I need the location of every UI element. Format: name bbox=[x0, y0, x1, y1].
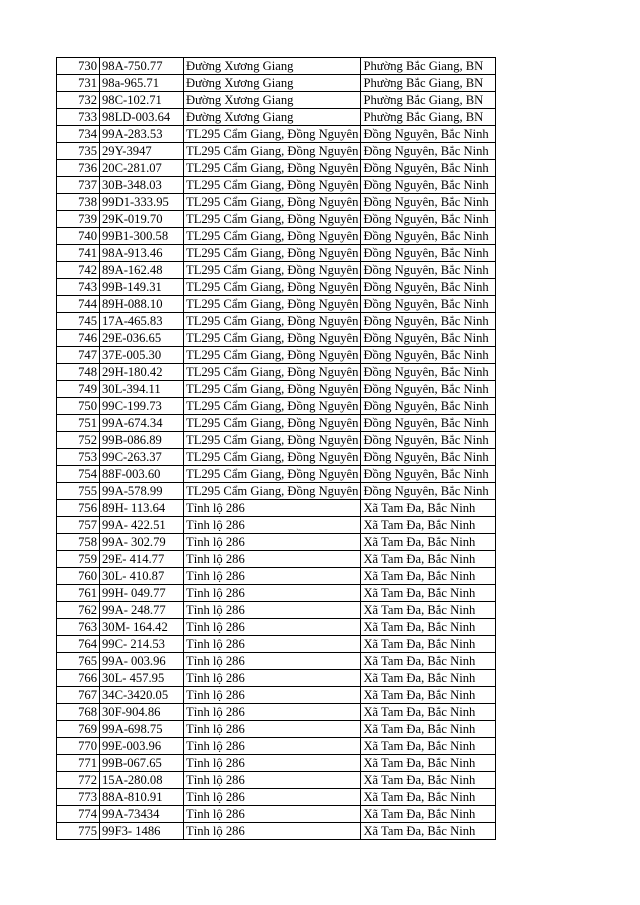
area-cell: Đồng Nguyên, Bắc Ninh bbox=[361, 364, 496, 381]
row-number-cell: 742 bbox=[57, 262, 100, 279]
license-plate-cell: 89H- 113.64 bbox=[100, 500, 184, 517]
road-location-cell: TL295 Cẩm Giang, Đồng Nguyên bbox=[184, 449, 361, 466]
table-row bbox=[57, 517, 496, 534]
license-plate-cell: 89A-162.48 bbox=[100, 262, 184, 279]
row-number-cell: 770 bbox=[57, 738, 100, 755]
table-row bbox=[57, 211, 496, 228]
area-cell: Đồng Nguyên, Bắc Ninh bbox=[361, 143, 496, 160]
table-row bbox=[57, 653, 496, 670]
road-location-cell: TL295 Cẩm Giang, Đồng Nguyên bbox=[184, 126, 361, 143]
area-cell: Đồng Nguyên, Bắc Ninh bbox=[361, 432, 496, 449]
row-number-cell: 735 bbox=[57, 143, 100, 160]
row-number-cell: 763 bbox=[57, 619, 100, 636]
row-number-cell: 775 bbox=[57, 823, 100, 840]
table-row bbox=[57, 415, 496, 432]
license-plate-cell: 99E-003.96 bbox=[100, 738, 184, 755]
row-number-cell: 773 bbox=[57, 789, 100, 806]
area-cell: Đồng Nguyên, Bắc Ninh bbox=[361, 160, 496, 177]
road-location-cell: Tỉnh lộ 286 bbox=[184, 619, 361, 636]
row-number-cell: 772 bbox=[57, 772, 100, 789]
row-number-cell: 761 bbox=[57, 585, 100, 602]
road-location-cell: TL295 Cẩm Giang, Đồng Nguyên bbox=[184, 160, 361, 177]
license-plate-cell: 30M- 164.42 bbox=[100, 619, 184, 636]
row-number-cell: 774 bbox=[57, 806, 100, 823]
area-cell: Đồng Nguyên, Bắc Ninh bbox=[361, 126, 496, 143]
road-location-cell: Tỉnh lộ 286 bbox=[184, 687, 361, 704]
license-plate-cell: 99A- 248.77 bbox=[100, 602, 184, 619]
row-number-cell: 732 bbox=[57, 92, 100, 109]
license-plate-cell: 20C-281.07 bbox=[100, 160, 184, 177]
license-plate-cell: 29K-019.70 bbox=[100, 211, 184, 228]
license-plate-cell: 30L- 457.95 bbox=[100, 670, 184, 687]
area-cell: Đồng Nguyên, Bắc Ninh bbox=[361, 194, 496, 211]
area-cell: Xã Tam Đa, Bắc Ninh bbox=[361, 568, 496, 585]
table-row bbox=[57, 381, 496, 398]
table-row bbox=[57, 58, 496, 75]
table-row bbox=[57, 126, 496, 143]
area-cell: Xã Tam Đa, Bắc Ninh bbox=[361, 738, 496, 755]
area-cell: Xã Tam Đa, Bắc Ninh bbox=[361, 602, 496, 619]
license-plate-cell: 99A-578.99 bbox=[100, 483, 184, 500]
license-plate-cell: 99B-067.65 bbox=[100, 755, 184, 772]
road-location-cell: TL295 Cẩm Giang, Đồng Nguyên bbox=[184, 194, 361, 211]
row-number-cell: 743 bbox=[57, 279, 100, 296]
road-location-cell: Tỉnh lộ 286 bbox=[184, 517, 361, 534]
row-number-cell: 769 bbox=[57, 721, 100, 738]
license-plate-cell: 98A-750.77 bbox=[100, 58, 184, 75]
row-number-cell: 746 bbox=[57, 330, 100, 347]
row-number-cell: 741 bbox=[57, 245, 100, 262]
road-location-cell: TL295 Cẩm Giang, Đồng Nguyên bbox=[184, 262, 361, 279]
row-number-cell: 768 bbox=[57, 704, 100, 721]
table-row bbox=[57, 534, 496, 551]
road-location-cell: Tỉnh lộ 286 bbox=[184, 755, 361, 772]
license-plate-cell: 99A- 003.96 bbox=[100, 653, 184, 670]
table-row bbox=[57, 75, 496, 92]
table-body bbox=[57, 58, 496, 840]
row-number-cell: 766 bbox=[57, 670, 100, 687]
area-cell: Đồng Nguyên, Bắc Ninh bbox=[361, 313, 496, 330]
license-plate-cell: 99C- 214.53 bbox=[100, 636, 184, 653]
road-location-cell: TL295 Cẩm Giang, Đồng Nguyên bbox=[184, 466, 361, 483]
area-cell: Đồng Nguyên, Bắc Ninh bbox=[361, 245, 496, 262]
row-number-cell: 753 bbox=[57, 449, 100, 466]
table-row bbox=[57, 432, 496, 449]
table-row bbox=[57, 194, 496, 211]
row-number-cell: 736 bbox=[57, 160, 100, 177]
road-location-cell: TL295 Cẩm Giang, Đồng Nguyên bbox=[184, 245, 361, 262]
row-number-cell: 752 bbox=[57, 432, 100, 449]
area-cell: Đồng Nguyên, Bắc Ninh bbox=[361, 466, 496, 483]
license-plate-cell: 99A- 302.79 bbox=[100, 534, 184, 551]
license-plate-cell: 99A-674.34 bbox=[100, 415, 184, 432]
table-row bbox=[57, 296, 496, 313]
license-plate-cell: 30B-348.03 bbox=[100, 177, 184, 194]
area-cell: Đồng Nguyên, Bắc Ninh bbox=[361, 296, 496, 313]
row-number-cell: 754 bbox=[57, 466, 100, 483]
table-row bbox=[57, 313, 496, 330]
row-number-cell: 734 bbox=[57, 126, 100, 143]
row-number-cell: 739 bbox=[57, 211, 100, 228]
road-location-cell: Đường Xương Giang bbox=[184, 92, 361, 109]
road-location-cell: TL295 Cẩm Giang, Đồng Nguyên bbox=[184, 296, 361, 313]
license-plate-cell: 99H- 049.77 bbox=[100, 585, 184, 602]
license-plate-cell: 99D1-333.95 bbox=[100, 194, 184, 211]
table-row bbox=[57, 806, 496, 823]
road-location-cell: TL295 Cẩm Giang, Đồng Nguyên bbox=[184, 398, 361, 415]
row-number-cell: 764 bbox=[57, 636, 100, 653]
license-plate-cell: 99F3- 1486 bbox=[100, 823, 184, 840]
road-location-cell: Tỉnh lộ 286 bbox=[184, 823, 361, 840]
license-plate-cell: 29E- 414.77 bbox=[100, 551, 184, 568]
area-cell: Phường Bắc Giang, BN bbox=[361, 92, 496, 109]
road-location-cell: TL295 Cẩm Giang, Đồng Nguyên bbox=[184, 432, 361, 449]
road-location-cell: Đường Xương Giang bbox=[184, 75, 361, 92]
road-location-cell: TL295 Cẩm Giang, Đồng Nguyên bbox=[184, 381, 361, 398]
row-number-cell: 748 bbox=[57, 364, 100, 381]
road-location-cell: Tỉnh lộ 286 bbox=[184, 585, 361, 602]
road-location-cell: Tỉnh lộ 286 bbox=[184, 789, 361, 806]
license-plate-cell: 99B-086.89 bbox=[100, 432, 184, 449]
table-row bbox=[57, 755, 496, 772]
area-cell: Đồng Nguyên, Bắc Ninh bbox=[361, 177, 496, 194]
table-row bbox=[57, 721, 496, 738]
table-row bbox=[57, 177, 496, 194]
area-cell: Đồng Nguyên, Bắc Ninh bbox=[361, 228, 496, 245]
table-row bbox=[57, 398, 496, 415]
license-plate-cell: 30L- 410.87 bbox=[100, 568, 184, 585]
license-plate-cell: 98A-913.46 bbox=[100, 245, 184, 262]
row-number-cell: 740 bbox=[57, 228, 100, 245]
row-number-cell: 745 bbox=[57, 313, 100, 330]
row-number-cell: 758 bbox=[57, 534, 100, 551]
row-number-cell: 755 bbox=[57, 483, 100, 500]
area-cell: Đồng Nguyên, Bắc Ninh bbox=[361, 330, 496, 347]
license-plate-cell: 99B1-300.58 bbox=[100, 228, 184, 245]
table-row bbox=[57, 704, 496, 721]
road-location-cell: TL295 Cẩm Giang, Đồng Nguyên bbox=[184, 228, 361, 245]
road-location-cell: Đường Xương Giang bbox=[184, 109, 361, 126]
license-plate-cell: 29Y-3947 bbox=[100, 143, 184, 160]
road-location-cell: Tỉnh lộ 286 bbox=[184, 551, 361, 568]
road-location-cell: Tỉnh lộ 286 bbox=[184, 636, 361, 653]
table-row bbox=[57, 636, 496, 653]
road-location-cell: Tỉnh lộ 286 bbox=[184, 738, 361, 755]
table-row bbox=[57, 245, 496, 262]
table-row bbox=[57, 347, 496, 364]
table-row bbox=[57, 568, 496, 585]
area-cell: Đồng Nguyên, Bắc Ninh bbox=[361, 347, 496, 364]
table-row bbox=[57, 602, 496, 619]
road-location-cell: Tỉnh lộ 286 bbox=[184, 772, 361, 789]
road-location-cell: Đường Xương Giang bbox=[184, 58, 361, 75]
road-location-cell: Tỉnh lộ 286 bbox=[184, 500, 361, 517]
row-number-cell: 750 bbox=[57, 398, 100, 415]
road-location-cell: Tỉnh lộ 286 bbox=[184, 704, 361, 721]
road-location-cell: Tỉnh lộ 286 bbox=[184, 653, 361, 670]
road-location-cell: TL295 Cẩm Giang, Đồng Nguyên bbox=[184, 347, 361, 364]
table-row bbox=[57, 687, 496, 704]
license-plate-cell: 99C-199.73 bbox=[100, 398, 184, 415]
road-location-cell: Tỉnh lộ 286 bbox=[184, 602, 361, 619]
area-cell: Phường Bắc Giang, BN bbox=[361, 75, 496, 92]
area-cell: Xã Tam Đa, Bắc Ninh bbox=[361, 551, 496, 568]
road-location-cell: TL295 Cẩm Giang, Đồng Nguyên bbox=[184, 177, 361, 194]
area-cell: Đồng Nguyên, Bắc Ninh bbox=[361, 279, 496, 296]
violation-table bbox=[56, 57, 496, 840]
row-number-cell: 749 bbox=[57, 381, 100, 398]
row-number-cell: 756 bbox=[57, 500, 100, 517]
area-cell: Xã Tam Đa, Bắc Ninh bbox=[361, 534, 496, 551]
license-plate-cell: 88A-810.91 bbox=[100, 789, 184, 806]
area-cell: Phường Bắc Giang, BN bbox=[361, 58, 496, 75]
area-cell: Đồng Nguyên, Bắc Ninh bbox=[361, 211, 496, 228]
area-cell: Xã Tam Đa, Bắc Ninh bbox=[361, 670, 496, 687]
table-row bbox=[57, 789, 496, 806]
license-plate-cell: 99C-263.37 bbox=[100, 449, 184, 466]
license-plate-cell: 88F-003.60 bbox=[100, 466, 184, 483]
area-cell: Phường Bắc Giang, BN bbox=[361, 109, 496, 126]
license-plate-cell: 34C-3420.05 bbox=[100, 687, 184, 704]
license-plate-cell: 98C-102.71 bbox=[100, 92, 184, 109]
license-plate-cell: 37E-005.30 bbox=[100, 347, 184, 364]
area-cell: Xã Tam Đa, Bắc Ninh bbox=[361, 585, 496, 602]
area-cell: Đồng Nguyên, Bắc Ninh bbox=[361, 398, 496, 415]
area-cell: Xã Tam Đa, Bắc Ninh bbox=[361, 500, 496, 517]
row-number-cell: 731 bbox=[57, 75, 100, 92]
table-row bbox=[57, 160, 496, 177]
road-location-cell: Tỉnh lộ 286 bbox=[184, 670, 361, 687]
area-cell: Xã Tam Đa, Bắc Ninh bbox=[361, 789, 496, 806]
license-plate-cell: 15A-280.08 bbox=[100, 772, 184, 789]
road-location-cell: TL295 Cẩm Giang, Đồng Nguyên bbox=[184, 313, 361, 330]
table-row bbox=[57, 619, 496, 636]
table-row bbox=[57, 92, 496, 109]
license-plate-cell: 99A- 422.51 bbox=[100, 517, 184, 534]
road-location-cell: TL295 Cẩm Giang, Đồng Nguyên bbox=[184, 483, 361, 500]
area-cell: Xã Tam Đa, Bắc Ninh bbox=[361, 653, 496, 670]
area-cell: Xã Tam Đa, Bắc Ninh bbox=[361, 755, 496, 772]
license-plate-cell: 29H-180.42 bbox=[100, 364, 184, 381]
row-number-cell: 760 bbox=[57, 568, 100, 585]
license-plate-cell: 98a-965.71 bbox=[100, 75, 184, 92]
area-cell: Đồng Nguyên, Bắc Ninh bbox=[361, 483, 496, 500]
table-row bbox=[57, 500, 496, 517]
area-cell: Đồng Nguyên, Bắc Ninh bbox=[361, 415, 496, 432]
area-cell: Xã Tam Đa, Bắc Ninh bbox=[361, 823, 496, 840]
area-cell: Đồng Nguyên, Bắc Ninh bbox=[361, 262, 496, 279]
row-number-cell: 737 bbox=[57, 177, 100, 194]
row-number-cell: 751 bbox=[57, 415, 100, 432]
row-number-cell: 767 bbox=[57, 687, 100, 704]
license-plate-cell: 17A-465.83 bbox=[100, 313, 184, 330]
road-location-cell: Tỉnh lộ 286 bbox=[184, 534, 361, 551]
row-number-cell: 738 bbox=[57, 194, 100, 211]
row-number-cell: 744 bbox=[57, 296, 100, 313]
area-cell: Xã Tam Đa, Bắc Ninh bbox=[361, 772, 496, 789]
table-row bbox=[57, 364, 496, 381]
table-row bbox=[57, 262, 496, 279]
row-number-cell: 757 bbox=[57, 517, 100, 534]
table-row bbox=[57, 330, 496, 347]
road-location-cell: TL295 Cẩm Giang, Đồng Nguyên bbox=[184, 211, 361, 228]
table-row bbox=[57, 585, 496, 602]
area-cell: Xã Tam Đa, Bắc Ninh bbox=[361, 721, 496, 738]
table-row bbox=[57, 279, 496, 296]
row-number-cell: 733 bbox=[57, 109, 100, 126]
table-row bbox=[57, 772, 496, 789]
row-number-cell: 765 bbox=[57, 653, 100, 670]
license-plate-cell: 99B-149.31 bbox=[100, 279, 184, 296]
area-cell: Đồng Nguyên, Bắc Ninh bbox=[361, 449, 496, 466]
road-location-cell: Tỉnh lộ 286 bbox=[184, 721, 361, 738]
road-location-cell: Tỉnh lộ 286 bbox=[184, 806, 361, 823]
license-plate-cell: 30F-904.86 bbox=[100, 704, 184, 721]
road-location-cell: TL295 Cẩm Giang, Đồng Nguyên bbox=[184, 364, 361, 381]
area-cell: Xã Tam Đa, Bắc Ninh bbox=[361, 517, 496, 534]
table-row bbox=[57, 551, 496, 568]
table-row bbox=[57, 109, 496, 126]
row-number-cell: 771 bbox=[57, 755, 100, 772]
table-row bbox=[57, 466, 496, 483]
row-number-cell: 730 bbox=[57, 58, 100, 75]
license-plate-cell: 98LD-003.64 bbox=[100, 109, 184, 126]
table-row bbox=[57, 143, 496, 160]
license-plate-cell: 99A-698.75 bbox=[100, 721, 184, 738]
table-row bbox=[57, 449, 496, 466]
road-location-cell: Tỉnh lộ 286 bbox=[184, 568, 361, 585]
area-cell: Xã Tam Đa, Bắc Ninh bbox=[361, 704, 496, 721]
row-number-cell: 747 bbox=[57, 347, 100, 364]
license-plate-cell: 89H-088.10 bbox=[100, 296, 184, 313]
road-location-cell: TL295 Cẩm Giang, Đồng Nguyên bbox=[184, 330, 361, 347]
area-cell: Đồng Nguyên, Bắc Ninh bbox=[361, 381, 496, 398]
table-row bbox=[57, 228, 496, 245]
road-location-cell: TL295 Cẩm Giang, Đồng Nguyên bbox=[184, 279, 361, 296]
table-row bbox=[57, 738, 496, 755]
row-number-cell: 762 bbox=[57, 602, 100, 619]
area-cell: Xã Tam Đa, Bắc Ninh bbox=[361, 687, 496, 704]
row-number-cell: 759 bbox=[57, 551, 100, 568]
table-row bbox=[57, 823, 496, 840]
license-plate-cell: 30L-394.11 bbox=[100, 381, 184, 398]
license-plate-cell: 99A-73434 bbox=[100, 806, 184, 823]
table-row bbox=[57, 483, 496, 500]
license-plate-cell: 29E-036.65 bbox=[100, 330, 184, 347]
license-plate-cell: 99A-283.53 bbox=[100, 126, 184, 143]
road-location-cell: TL295 Cẩm Giang, Đồng Nguyên bbox=[184, 143, 361, 160]
area-cell: Xã Tam Đa, Bắc Ninh bbox=[361, 619, 496, 636]
area-cell: Xã Tam Đa, Bắc Ninh bbox=[361, 636, 496, 653]
table-row bbox=[57, 670, 496, 687]
area-cell: Xã Tam Đa, Bắc Ninh bbox=[361, 806, 496, 823]
road-location-cell: TL295 Cẩm Giang, Đồng Nguyên bbox=[184, 415, 361, 432]
